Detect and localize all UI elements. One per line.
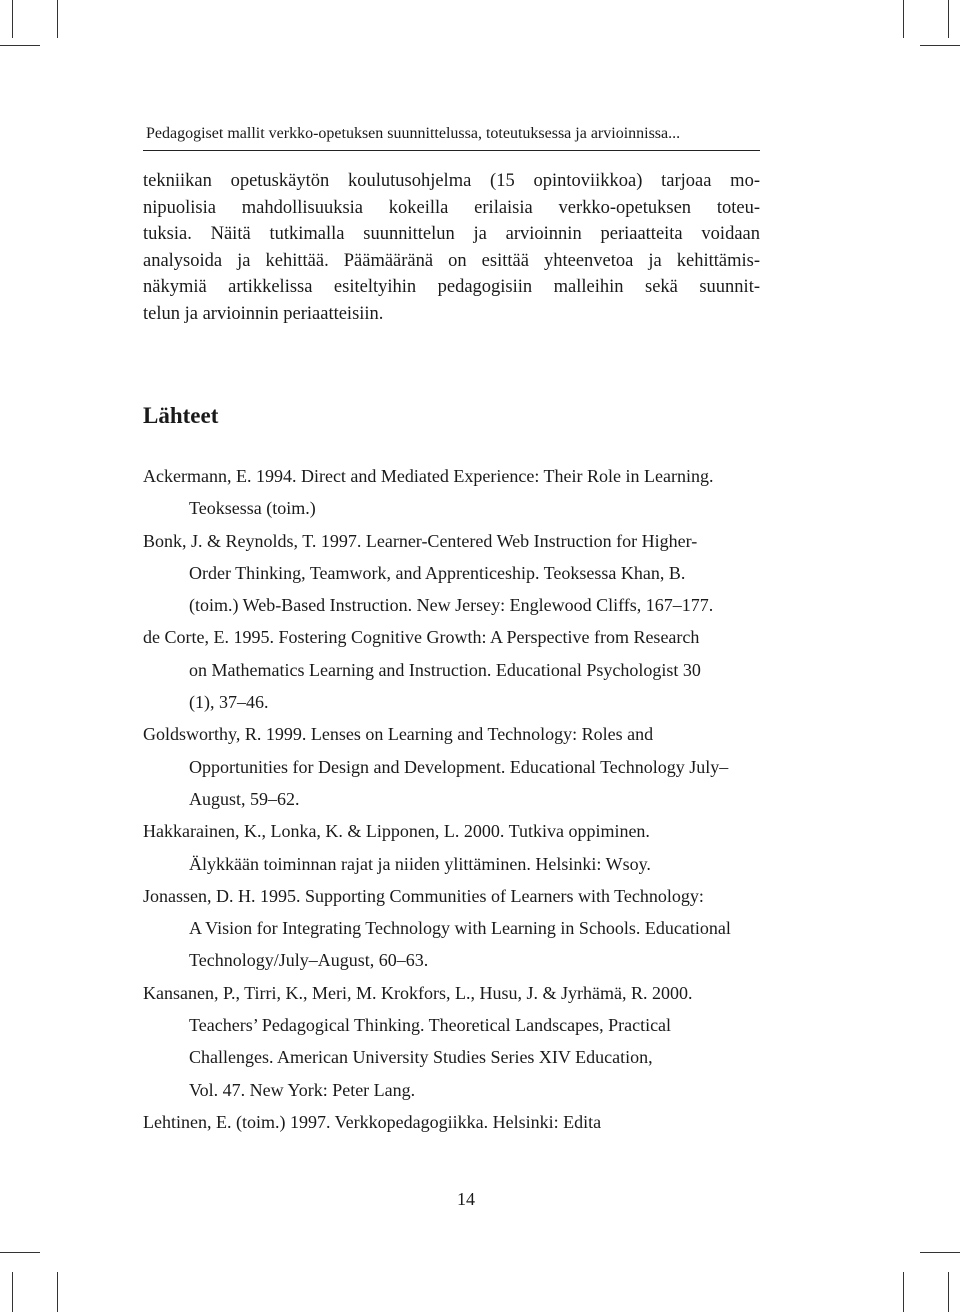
crop-mark <box>920 45 960 46</box>
reference-line: Opportunities for Design and Development. Educational Technology July– <box>189 756 729 777</box>
reference-entry <box>143 460 783 525</box>
reference-list <box>143 460 783 1138</box>
crop-mark <box>903 0 904 38</box>
reference-entry <box>143 621 783 718</box>
reference-line: Jonassen, D. H. 1995. Supporting Communities of Learners with Technology: <box>143 885 704 906</box>
reference-line: Teachers’ Pedagogical Thinking. Theoretical Landscapes, Practical <box>189 1015 672 1036</box>
header-rule <box>143 150 760 151</box>
reference-line: Technology/July–August, 60–63. <box>189 950 429 971</box>
reference-entry <box>143 880 783 977</box>
reference-line: Teoksessa (toim.) <box>189 498 316 519</box>
page-number: 14 <box>457 1189 475 1209</box>
reference-entry <box>143 718 783 815</box>
reference-line: Hakkarainen, K., Lonka, K. & Lipponen, L. 2000. Tutkiva oppiminen. <box>143 821 650 842</box>
body-line: analysoida ja kehittää. Päämääränä on esittää yhteenvetoa ja kehittämis- <box>143 250 760 271</box>
reference-line: (1), 37–46. <box>189 692 269 713</box>
reference-line: Kansanen, P., Tirri, K., Meri, M. Krokfors, L., Husu, J. & Jyrhämä, R. 2000. <box>143 982 693 1003</box>
running-header: Pedagogiset mallit verkko-opetuksen suunnittelussa, toteutuksessa ja arvioinnissa... <box>146 125 681 142</box>
reference-entry <box>143 525 783 622</box>
reference-line: Vol. 47. New York: Peter Lang. <box>189 1079 416 1100</box>
reference-line: Challenges. American University Studies Series XIV Education, <box>189 1047 653 1068</box>
crop-mark <box>12 0 13 38</box>
reference-line: Order Thinking, Teamwork, and Apprenticeship. Teoksessa Khan, B. <box>189 562 686 583</box>
reference-entry <box>143 815 783 880</box>
reference-line: de Corte, E. 1995. Fostering Cognitive Growth: A Perspective from Research <box>143 627 700 648</box>
reference-line: (toim.) Web-Based Instruction. New Jersey: Englewood Cliffs, 167–177. <box>189 595 714 616</box>
reference-line: Älykkään toiminnan rajat ja niiden ylittäminen. Helsinki: Wsoy. <box>189 853 651 874</box>
reference-entry <box>143 1106 783 1138</box>
body-line: nipuolisia mahdollisuuksia kokeilla erilaisia verkko-opetuksen toteu- <box>143 197 760 218</box>
reference-line: A Vision for Integrating Technology with Learning in Schools. Educational <box>189 918 731 939</box>
crop-mark <box>0 45 40 46</box>
reference-line: Lehtinen, E. (toim.) 1997. Verkkopedagogiikka. Helsinki: Edita <box>143 1111 602 1132</box>
crop-mark <box>903 1272 904 1312</box>
crop-mark <box>920 1252 960 1253</box>
reference-line: Bonk, J. & Reynolds, T. 1997. Learner-Centered Web Instruction for Higher- <box>143 530 698 551</box>
body-line: näkymiä artikkelissa esiteltyihin pedagogisiin malleihin sekä suunnit- <box>143 277 760 297</box>
section-title: Lähteet <box>143 403 219 428</box>
crop-mark <box>57 0 58 38</box>
reference-line: Goldsworthy, R. 1999. Lenses on Learning and Technology: Roles and <box>143 724 654 745</box>
body-line: telun ja arvioinnin periaatteisiin. <box>143 303 384 324</box>
crop-mark <box>948 1272 949 1312</box>
reference-line: Ackermann, E. 1994. Direct and Mediated Experience: Their Role in Learning. <box>143 466 714 486</box>
body-line: tuksia. Näitä tutkimalla suunnittelun ja arvioinnin periaatteita voidaan <box>143 224 760 244</box>
body-paragraph <box>143 168 760 327</box>
reference-line: August, 59–62. <box>189 788 300 809</box>
crop-mark <box>12 1272 13 1312</box>
crop-mark <box>948 0 949 38</box>
crop-mark <box>57 1272 58 1312</box>
reference-entry <box>143 977 783 1106</box>
crop-mark <box>0 1252 40 1253</box>
reference-line: on Mathematics Learning and Instruction. Educational Psychologist 30 <box>189 659 701 680</box>
body-line: tekniikan opetuskäytön koulutusohjelma (15 opintoviikkoa) tarjoaa mo- <box>143 171 760 191</box>
